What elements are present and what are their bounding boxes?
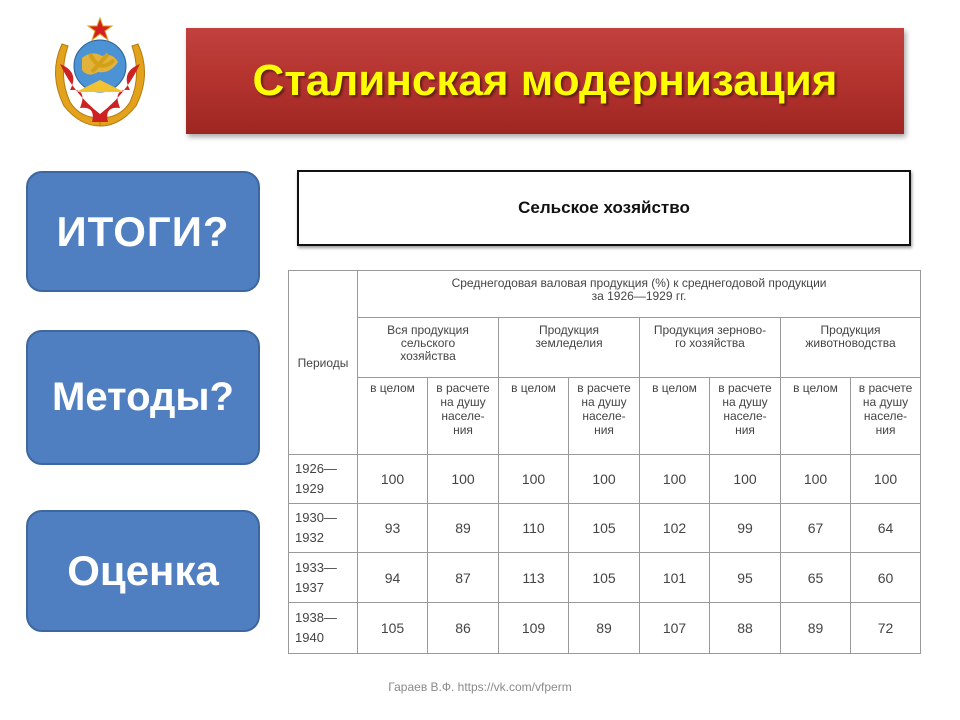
group-header-line: хозяйства	[400, 349, 456, 363]
group-header	[499, 318, 640, 378]
period-line: 1930—	[295, 510, 337, 525]
caption-line: за 1926—1929 гг.	[591, 289, 687, 303]
subheader-line: ния	[735, 423, 755, 437]
table-row	[289, 504, 921, 553]
value-cell: 100	[499, 455, 569, 504]
agriculture-table	[288, 270, 921, 654]
page-title: Сталинская модернизация	[252, 56, 838, 105]
value-cell: 109	[499, 603, 569, 654]
subject-heading-box	[297, 170, 911, 246]
subheader-line: населе-	[582, 409, 626, 423]
subheader-line: на душу	[862, 395, 909, 409]
subheader-per-capita	[710, 378, 781, 455]
value-cell: 95	[710, 553, 781, 603]
subject-heading: Сельское хозяйство	[518, 198, 690, 217]
period-cell	[289, 603, 358, 654]
value-cell: 88	[710, 603, 781, 654]
subheader-total: в целом	[499, 378, 569, 455]
results-button[interactable]: ИТОГИ?	[26, 171, 260, 292]
title-banner	[186, 28, 904, 134]
value-cell: 72	[851, 603, 921, 654]
period-line: 1926—	[295, 461, 337, 476]
subheader-per-capita	[569, 378, 640, 455]
value-cell: 101	[640, 553, 710, 603]
period-line: 1933—	[295, 559, 337, 575]
period-line: 1929	[295, 481, 324, 496]
group-header-line: Продукция	[538, 323, 600, 337]
value-cell: 107	[640, 603, 710, 654]
value-cell: 65	[781, 553, 851, 603]
group-header-line: Продукция зерново-	[653, 323, 767, 337]
group-header-line: сельского	[400, 336, 456, 350]
table-row	[289, 603, 921, 654]
period-cell	[289, 455, 358, 504]
value-cell: 102	[640, 504, 710, 553]
value-cell: 99	[710, 504, 781, 553]
value-cell: 93	[358, 504, 428, 553]
group-header	[781, 318, 921, 378]
ussr-emblem-icon	[40, 14, 160, 134]
subheader-line: ния	[594, 423, 614, 437]
value-cell: 113	[499, 553, 569, 603]
subheader-line: в расчете	[436, 381, 490, 395]
subheader-line: на душу	[581, 395, 627, 409]
value-cell: 110	[499, 504, 569, 553]
value-cell: 64	[851, 504, 921, 553]
value-cell: 105	[569, 553, 640, 603]
subheader-line: населе-	[863, 409, 908, 423]
subheader-row	[289, 378, 921, 455]
table-row	[289, 455, 921, 504]
subheader-total: в целом	[358, 378, 428, 455]
subheader-line: на душу	[440, 395, 486, 409]
subheader-line: населе-	[723, 409, 767, 423]
group-header	[640, 318, 781, 378]
period-line: 1937	[295, 579, 324, 595]
subheader-total: в целом	[640, 378, 710, 455]
value-cell: 100	[781, 455, 851, 504]
value-cell: 86	[428, 603, 499, 654]
subheader-line: в расчете	[718, 381, 772, 395]
value-cell: 105	[569, 504, 640, 553]
group-header-line: Продукция	[820, 323, 881, 337]
value-cell: 89	[781, 603, 851, 654]
group-header	[358, 318, 499, 378]
subheader-total: в целом	[781, 378, 851, 455]
group-header-line: животноводства	[805, 336, 896, 350]
subheader-line: на душу	[722, 395, 768, 409]
value-cell: 100	[710, 455, 781, 504]
value-cell: 100	[851, 455, 921, 504]
value-cell: 89	[428, 504, 499, 553]
period-line: 1938—	[295, 610, 337, 625]
caption-line: Среднегодовая валовая продукция (%) к среднегодовой продукции	[451, 276, 827, 290]
subheader-line: ния	[453, 423, 473, 437]
table-caption	[358, 271, 921, 318]
period-cell	[289, 504, 358, 553]
value-cell: 89	[569, 603, 640, 654]
value-cell: 94	[358, 553, 428, 603]
period-header: Периоды	[289, 271, 358, 455]
period-line: 1940	[295, 630, 324, 645]
value-cell: 60	[851, 553, 921, 603]
assessment-button[interactable]: Оценка	[26, 510, 260, 632]
value-cell: 100	[428, 455, 499, 504]
subheader-line: ния	[875, 423, 896, 437]
table-row	[289, 553, 921, 603]
subheader-line: населе-	[441, 409, 485, 423]
value-cell: 100	[640, 455, 710, 504]
subheader-per-capita	[428, 378, 499, 455]
value-cell: 105	[358, 603, 428, 654]
value-cell: 67	[781, 504, 851, 553]
methods-button[interactable]: Методы?	[26, 330, 260, 465]
subheader-line: в расчете	[577, 381, 631, 395]
value-cell: 100	[358, 455, 428, 504]
value-cell: 100	[569, 455, 640, 504]
group-header-line: земледелия	[535, 336, 603, 350]
group-header-line: Вся продукция	[387, 323, 469, 337]
subheader-per-capita	[851, 378, 921, 455]
group-header-line: го хозяйства	[675, 336, 745, 350]
value-cell: 87	[428, 553, 499, 603]
period-cell	[289, 553, 358, 603]
subheader-line: в расчете	[858, 381, 913, 395]
period-line: 1932	[295, 530, 324, 545]
footer-credit: Гараев В.Ф. https://vk.com/vfperm	[388, 680, 572, 694]
